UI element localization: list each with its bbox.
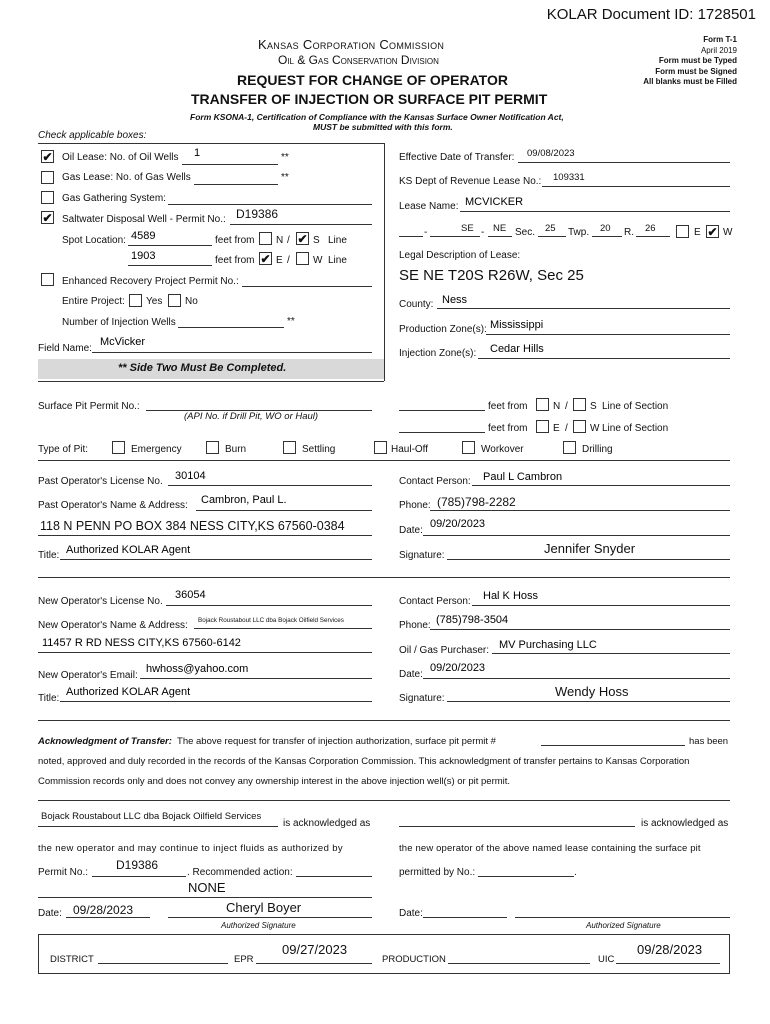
form-number: Form T-1 [703, 35, 737, 44]
hauloff-checkbox[interactable] [374, 441, 387, 454]
new-date[interactable]: 09/20/2023 [430, 662, 486, 674]
emergency-label: Emergency [131, 444, 182, 455]
pit-e-checkbox[interactable] [536, 420, 549, 433]
w-label: W [313, 255, 323, 266]
past-date[interactable]: 09/20/2023 [430, 518, 486, 530]
spot-ew-feet[interactable]: 1903 [131, 250, 156, 262]
ack-rec-value[interactable]: NONE [188, 880, 226, 895]
pit-s-checkbox[interactable] [573, 398, 586, 411]
ack-right-date-label: Date: [399, 908, 423, 919]
ack-operator-name[interactable]: Bojack Roustabout LLC dba Bojack Oilfield Services [41, 811, 262, 822]
past-operator-name[interactable]: Cambron, Paul L. [201, 494, 287, 506]
new-operator-address[interactable]: 11457 R RD NESS CITY,KS 67560-6142 [42, 637, 241, 649]
pit-n-checkbox[interactable] [536, 398, 549, 411]
range-w-checkbox[interactable]: ✔ [707, 225, 718, 239]
document-id: KOLAR Document ID: 1728501 [546, 6, 756, 23]
production-zone-label: Production Zone(s): [399, 324, 487, 335]
ack-left-text: the new operator and may continue to inject fluids as authorized by [38, 843, 343, 854]
lease-name-label: Lease Name: [399, 201, 459, 212]
section[interactable]: 25 [545, 223, 556, 234]
ack-auth-sig-left: Authorized Signature [221, 921, 296, 930]
check-boxes-label: Check applicable boxes: [38, 130, 147, 141]
past-title[interactable]: Authorized KOLAR Agent [66, 544, 191, 556]
new-email[interactable]: hwhoss@yahoo.com [146, 663, 249, 675]
n-label: N [276, 235, 284, 246]
field-name[interactable]: McVicker [100, 336, 146, 348]
ack-rec-label: . Recommended action: [187, 867, 293, 878]
quarter-2[interactable]: NE [493, 223, 507, 234]
e-checkbox[interactable]: ✔ [260, 252, 271, 266]
hauloff-label: Haul-Off [391, 444, 429, 455]
new-purchaser[interactable]: MV Purchasing LLC [499, 639, 597, 651]
pit-permit-label: Surface Pit Permit No.: [38, 401, 140, 412]
spot-location-label: Spot Location: [62, 235, 126, 246]
oil-lease-label: Oil Lease: No. of Oil Wells [62, 152, 179, 163]
ack-line-1: The above request for transfer of injection authorization, surface pit permit # [177, 736, 496, 747]
ack-has-been: has been [689, 736, 729, 747]
ack-signer[interactable]: Cheryl Boyer [226, 900, 302, 915]
past-phone[interactable]: (785)798-2282 [437, 495, 516, 509]
twp-label: Twp. [568, 227, 590, 238]
effective-date[interactable]: 09/08/2023 [527, 148, 575, 159]
swd-checkbox[interactable]: ✔ [42, 211, 53, 225]
legal-description-label: Legal Description of Lease: [399, 250, 521, 261]
line-label: Line [328, 235, 347, 246]
county-label: County: [399, 299, 434, 310]
epr-label: EPR [234, 954, 254, 965]
past-signature-label: Signature: [399, 550, 445, 561]
past-operator-address[interactable]: 118 N PENN PO BOX 384 NESS CITY,KS 67560-0384 [40, 519, 345, 533]
new-title-label: Title: [38, 693, 60, 704]
eor-label: Enhanced Recovery Project Permit No.: [62, 276, 239, 287]
uic-date[interactable]: 09/28/2023 [637, 942, 703, 957]
new-contact-label: Contact Person: [399, 596, 471, 607]
ack-line-3: Commission records only and does not convey any ownership interest in the above injection well(s) or pit permit. [38, 776, 511, 787]
settling-label: Settling [302, 444, 336, 455]
field-name-label: Field Name: [38, 343, 92, 354]
effective-date-label: Effective Date of Transfer: [399, 152, 515, 163]
production-label: PRODUCTION [382, 954, 446, 965]
township[interactable]: 20 [600, 223, 611, 234]
oil-wells-count[interactable]: 1 [194, 147, 201, 159]
ack-left-is-ack: is acknowledged as [283, 818, 371, 829]
uic-label: UIC [598, 954, 615, 965]
ack-date-label: Date: [38, 908, 62, 919]
n-checkbox[interactable] [259, 232, 272, 245]
range-w-label: W [723, 227, 733, 238]
entire-project-label: Entire Project: [62, 296, 125, 307]
swd-permit-no[interactable]: D19386 [236, 207, 279, 221]
pit-feet-from-1: feet from [488, 401, 528, 412]
district-label: DISTRICT [50, 954, 94, 965]
drilling-label: Drilling [582, 444, 613, 455]
ack-right-is-ack: is acknowledged as [641, 818, 729, 829]
ksona-note-2: MUST be submitted with this form. [313, 122, 453, 132]
pit-type-label: Type of Pit: [38, 444, 89, 455]
new-signature-label: Signature: [399, 693, 445, 704]
yes-label: Yes [146, 296, 163, 307]
past-contact-label: Contact Person: [399, 476, 471, 487]
spot-ns-feet[interactable]: 4589 [131, 230, 156, 242]
ks-dept-label: KS Dept of Revenue Lease No.: [399, 176, 542, 187]
ack-title: Acknowledgment of Transfer: [38, 736, 172, 747]
workover-label: Workover [481, 444, 524, 455]
pit-w-checkbox[interactable] [573, 420, 586, 433]
new-signature[interactable]: Wendy Hoss [555, 684, 629, 699]
injection-zone-label: Injection Zone(s): [399, 348, 477, 359]
form-title-2: TRANSFER OF INJECTION OR SURFACE PIT PERMIT [191, 91, 548, 107]
past-license-no[interactable]: 30104 [175, 470, 206, 482]
ack-auth-sig-right: Authorized Signature [586, 921, 661, 930]
swd-label: Saltwater Disposal Well - Permit No.: [62, 214, 226, 225]
no-label: No [185, 296, 198, 307]
yes-checkbox[interactable] [129, 294, 142, 307]
pit-line-of-section-1: Line of Section [602, 401, 669, 412]
new-phone[interactable]: (785)798-3504 [436, 614, 509, 626]
pit-line-of-section-2: Line of Section [602, 423, 669, 434]
e-label: E [276, 255, 283, 266]
past-contact[interactable]: Paul L Cambron [483, 471, 563, 483]
s-label: S [313, 235, 320, 246]
division-name: Oil & Gas Conservation Division [278, 53, 439, 67]
s-checkbox[interactable]: ✔ [297, 232, 308, 246]
new-title[interactable]: Authorized KOLAR Agent [66, 686, 191, 698]
range-label: R. [624, 227, 634, 238]
gas-lease-checkbox[interactable] [41, 171, 54, 184]
legal-description[interactable]: SE NE T20S R26W, Sec 25 [399, 267, 584, 284]
settling-checkbox[interactable] [283, 441, 296, 454]
api-note: (API No. if Drill Pit, WO or Haul) [184, 411, 319, 422]
signed-note: Form must be Signed [655, 66, 737, 76]
workover-checkbox[interactable] [462, 441, 475, 454]
typed-note: Form must be Typed [658, 56, 737, 65]
agency-name: Kansas Corporation Commission [258, 37, 445, 52]
pit-feet-from-2: feet from [488, 423, 528, 434]
range-e-label: E [694, 227, 701, 238]
ack-permit-label: Permit No.: [38, 867, 89, 878]
pit-s-label: S [590, 401, 597, 412]
new-license-no[interactable]: 36054 [175, 589, 206, 601]
gas-lease-label: Gas Lease: No. of Gas Wells [62, 172, 191, 183]
ack-right-text: the new operator of the above named lease containing the surface pit [399, 843, 701, 854]
line-label: Line [328, 255, 347, 266]
pit-e-label: E [553, 423, 560, 434]
eor-checkbox[interactable] [41, 273, 54, 286]
ack-date[interactable]: 09/28/2023 [73, 903, 134, 917]
w-checkbox[interactable] [296, 252, 309, 265]
new-name-label: New Operator's Name & Address: [38, 620, 188, 631]
past-date-label: Date: [399, 525, 423, 536]
drilling-checkbox[interactable] [563, 441, 576, 454]
new-date-label: Date: [399, 669, 423, 680]
past-phone-label: Phone: [399, 500, 431, 511]
quarter-1[interactable]: SE [461, 223, 474, 234]
ack-permitted-label: permitted by No.: [399, 867, 476, 878]
ack-line-2: noted, approved and duly recorded in the records of the Kansas Corporation Commission. This acknowledgment of transfer pertains to Kansas Corporation [38, 756, 690, 767]
ksona-note-1: Form KSONA-1, Certification of Compliance with the Kansas Surface Owner Notification Act, [190, 112, 564, 122]
range-e-checkbox[interactable] [676, 225, 689, 238]
form-date: April 2019 [700, 45, 737, 55]
ks-dept-lease-no[interactable]: 109331 [553, 172, 585, 183]
pit-n-label: N [553, 401, 561, 412]
filled-note: All blanks must be Filled [643, 77, 737, 86]
past-signature[interactable]: Jennifer Snyder [544, 541, 636, 556]
county[interactable]: Ness [442, 294, 468, 306]
sec-label: Sec. [515, 227, 536, 238]
ack-permit-no[interactable]: D19386 [116, 858, 159, 872]
feet-from-label: feet from [215, 255, 255, 266]
burn-checkbox[interactable] [206, 441, 219, 454]
new-email-label: New Operator's Email: [38, 670, 138, 681]
range[interactable]: 26 [645, 223, 656, 234]
form-title-1: REQUEST FOR CHANGE OF OPERATOR [237, 72, 508, 88]
new-purchaser-label: Oil / Gas Purchaser: [399, 645, 490, 656]
new-license-label: New Operator's License No. [38, 596, 163, 607]
lease-name[interactable]: MCVICKER [465, 196, 524, 208]
new-contact[interactable]: Hal K Hoss [483, 590, 539, 602]
side-two-note: ** Side Two Must Be Completed. [118, 362, 287, 374]
injection-wells-label: Number of Injection Wells [62, 317, 176, 328]
oil-lease-checkbox[interactable]: ✔ [42, 150, 53, 164]
emergency-checkbox[interactable] [112, 441, 125, 454]
epr-date[interactable]: 09/27/2023 [282, 942, 348, 957]
injection-zone[interactable]: Cedar Hills [490, 343, 544, 355]
production-zone[interactable]: Mississippi [490, 319, 544, 331]
gas-gathering-label: Gas Gathering System: [62, 193, 166, 204]
gas-gathering-checkbox[interactable] [41, 191, 54, 204]
pit-w-label: W [590, 423, 600, 434]
burn-label: Burn [225, 444, 247, 455]
feet-from-label: feet from [215, 235, 255, 246]
past-name-label: Past Operator's Name & Address: [38, 500, 188, 511]
past-title-label: Title: [38, 550, 60, 561]
new-operator-name[interactable]: Bojack Roustabout LLC dba Bojack Oilfield Services [198, 617, 344, 624]
past-license-label: Past Operator's License No. [38, 476, 163, 487]
no-checkbox[interactable] [168, 294, 181, 307]
new-phone-label: Phone: [399, 620, 431, 631]
